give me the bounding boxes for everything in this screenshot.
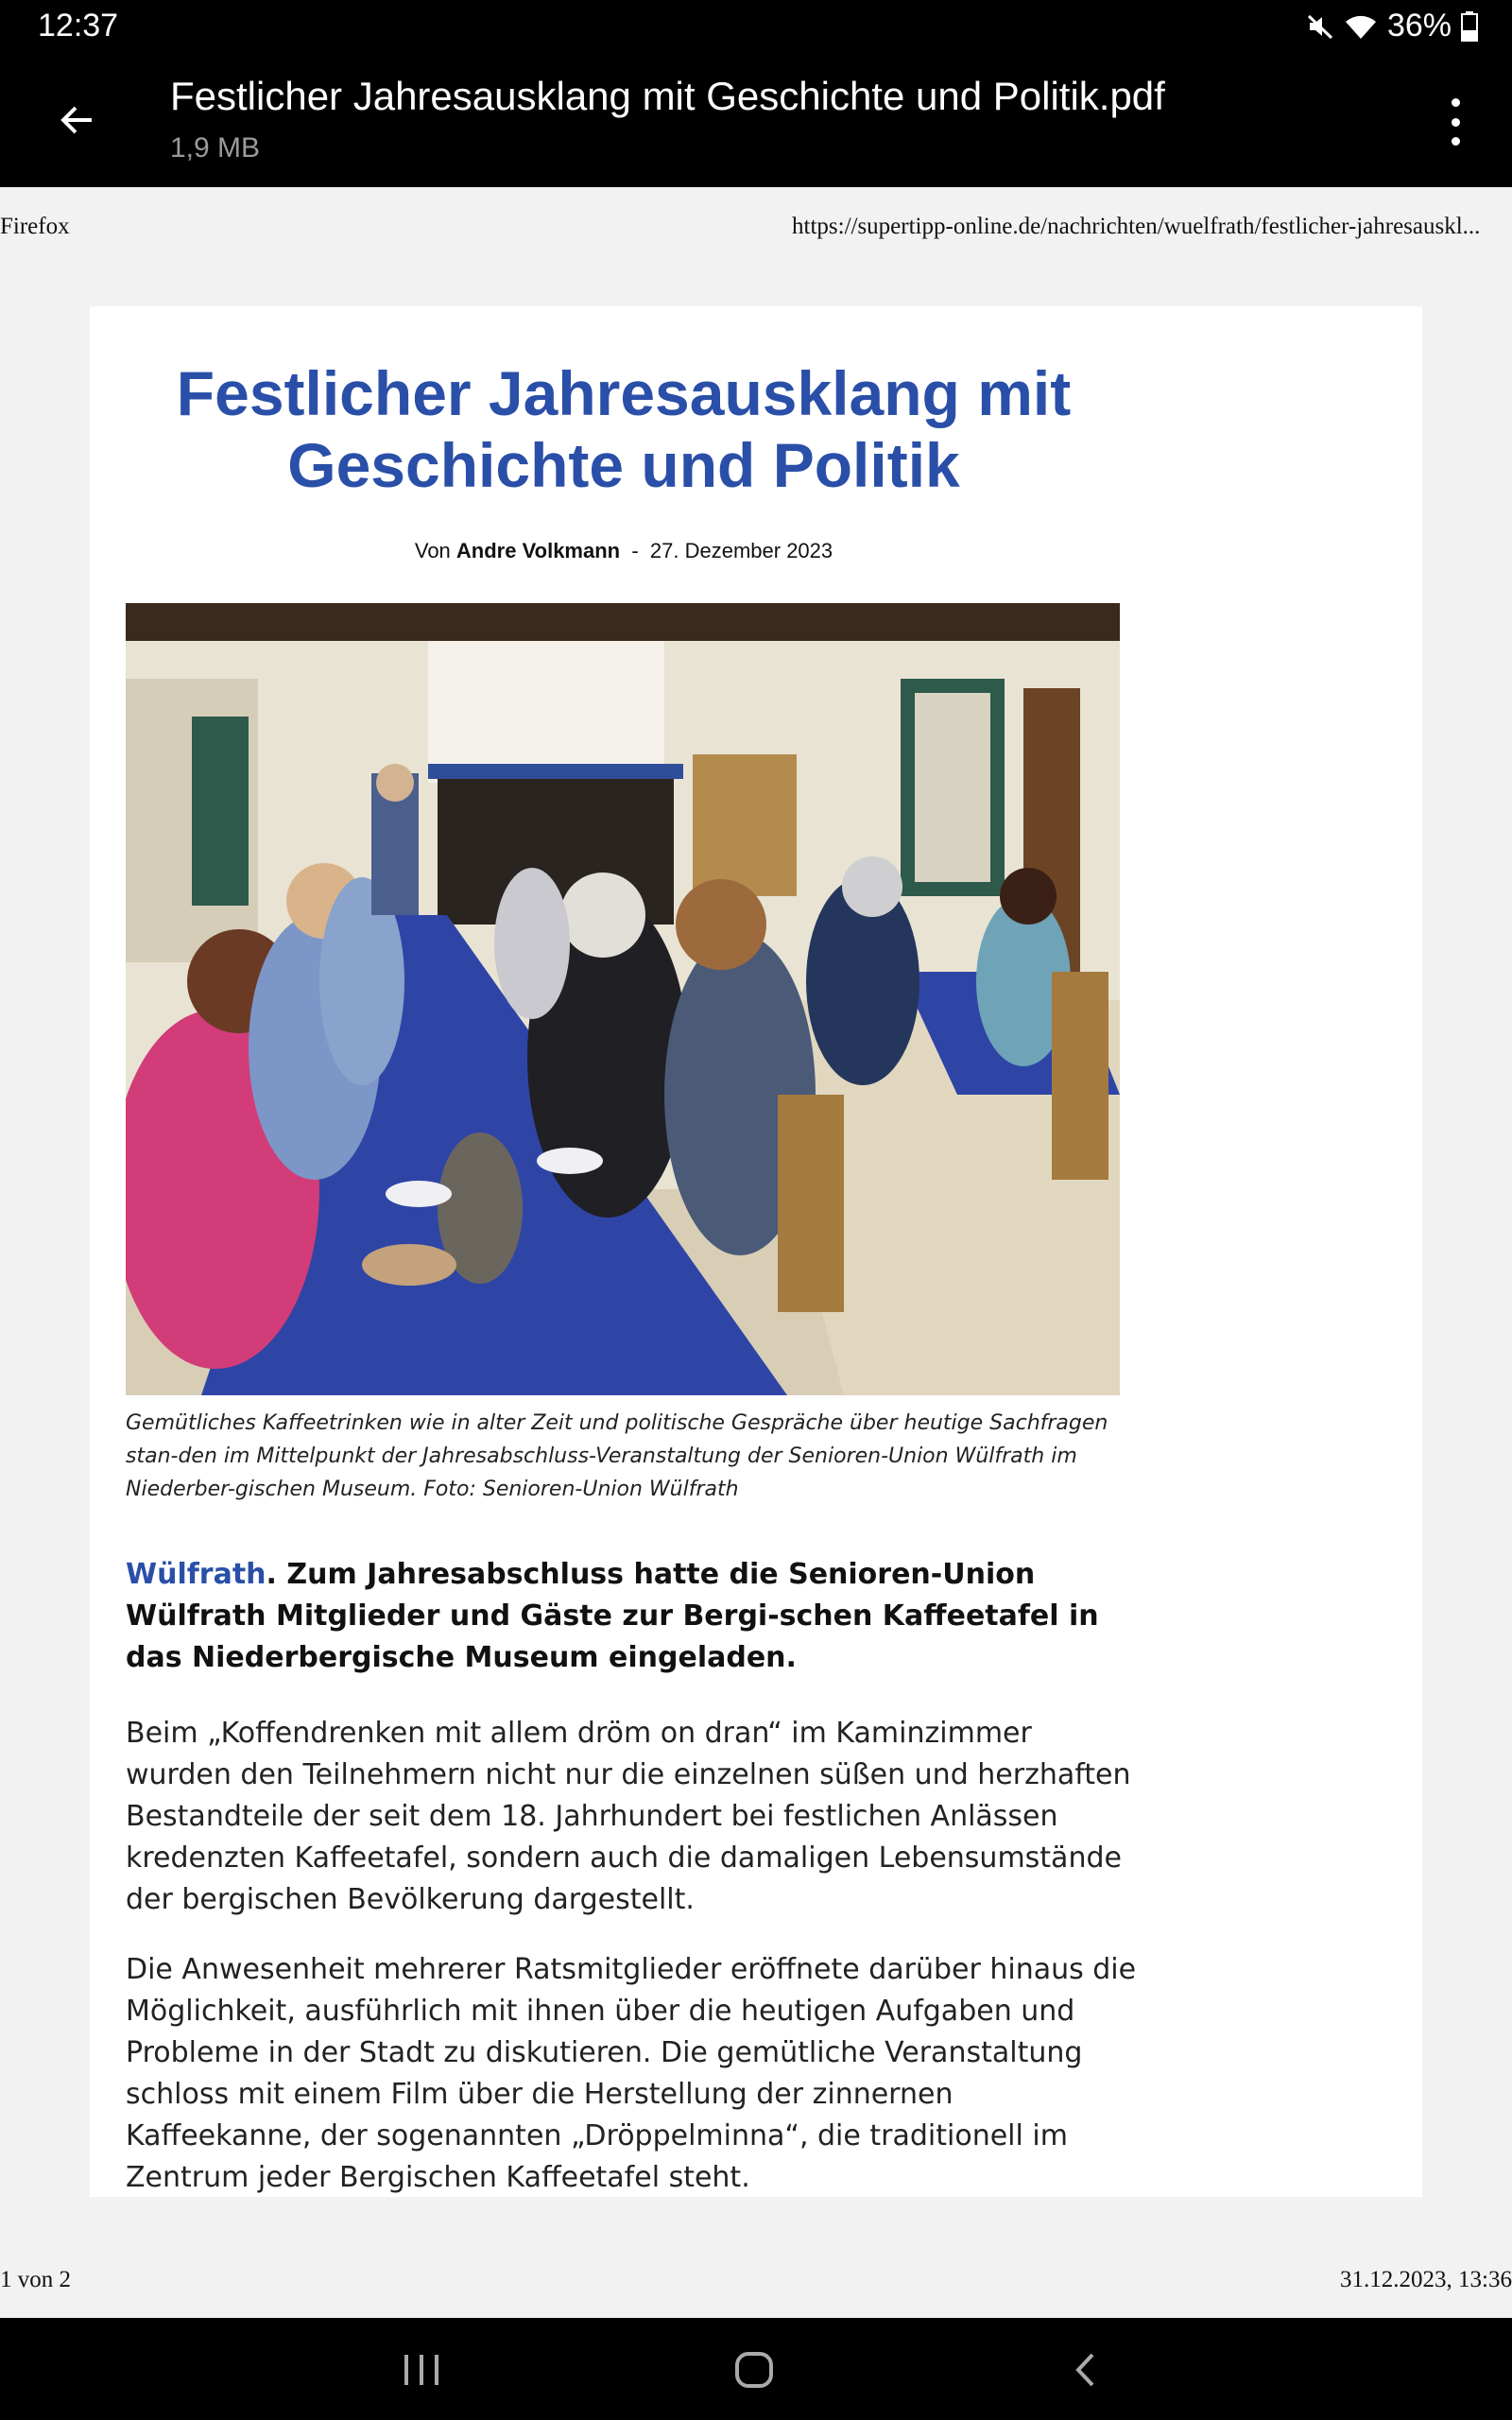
status-icons (1306, 8, 1478, 44)
home-icon[interactable] (726, 2346, 782, 2394)
byline-separator: - (631, 539, 639, 562)
mute-icon (1306, 12, 1334, 41)
document-title: Festlicher Jahresausklang mit Geschichte und Politik.pdf (170, 74, 1165, 118)
battery-icon (1461, 11, 1478, 42)
wifi-icon (1344, 12, 1378, 41)
app-bar (0, 53, 1512, 187)
article-paragraph-1: Beim „Koffendrenken mit allem dröm on dran“ im Kaminzimmer wurden den Teilnehmern nicht nur die einzelnen süßen und herzhaften Bestandteile der seit dem 18. Jahrhundert bei festlichen Anlässen kredenzten Kaffeetafel, sondern auch die damaligen Lebensumstände der bergischen Bevölkerung dargestellt. (126, 1717, 1131, 1916)
location-link[interactable]: Wülfrath (126, 1558, 266, 1591)
pdf-header-url: https://supertipp-online.de/nachrichten/wuelfrath/festlicher-jahresauskl... (792, 214, 1481, 239)
byline (90, 539, 1158, 563)
byline-prefix: Von (414, 539, 451, 562)
recent-apps-icon[interactable] (393, 2346, 450, 2394)
more-vertical-icon[interactable] (1436, 98, 1474, 146)
article-photo (126, 603, 1120, 1395)
pdf-print-date: 31.12.2023, 13:36 (1340, 2267, 1512, 2292)
article-headline (90, 357, 1158, 501)
navigation-bar (0, 2318, 1512, 2420)
author-name: Andre Volkmann (455, 539, 621, 562)
article-page (90, 306, 1422, 2197)
arrow-left-icon[interactable] (47, 91, 106, 149)
status-time: 12:37 (38, 8, 119, 43)
article-date: 27. Dezember 2023 (649, 539, 833, 562)
pdf-page-number: 1 von 2 (0, 2267, 71, 2292)
article-paragraph-2: Die Anwesenheit mehrerer Ratsmitglieder eröffnete darüber hinaus die Möglichkeit, ausführlich mit ihnen über die heutigen Aufgaben und Probleme in der Stadt zu diskutieren. Die gemütliche Veranstaltung schloss mit einem Film über die Herstellung der zinnernen Kaffeekanne, der sogenannten „Dröppelminna“, die traditionell im Zentrum jeder Bergischen Kaffeetafel steht. (126, 1953, 1137, 2194)
article-lead (126, 1554, 1137, 1679)
headline-line-2: Geschichte und Politik (287, 430, 960, 500)
back-icon[interactable] (1058, 2346, 1115, 2394)
lead-text: . Zum Jahresabschluss hatte die Senioren-Union Wülfrath Mitglieder und Gäste zur Bergi-schen Kaffeetafel in das Niederbergische Museum eingeladen. (126, 1558, 1099, 1674)
pdf-header-browser: Firefox (0, 214, 70, 239)
photo-caption: Gemütliches Kaffeetrinken wie in alter Zeit und politische Gespräche über heutige Sachfragen stan-den im Mittelpunkt der Jahresabschluss-Veranstaltung der Senioren-Union Wülfrath im Niederber-gischen Museum. Foto: Senioren-Union Wülfrath (126, 1411, 1108, 1501)
status-bar (0, 0, 1512, 53)
headline-line-1: Festlicher Jahresausklang mit (176, 358, 1072, 428)
battery-percent: 36% (1386, 8, 1452, 43)
file-size: 1,9 MB (170, 132, 261, 164)
